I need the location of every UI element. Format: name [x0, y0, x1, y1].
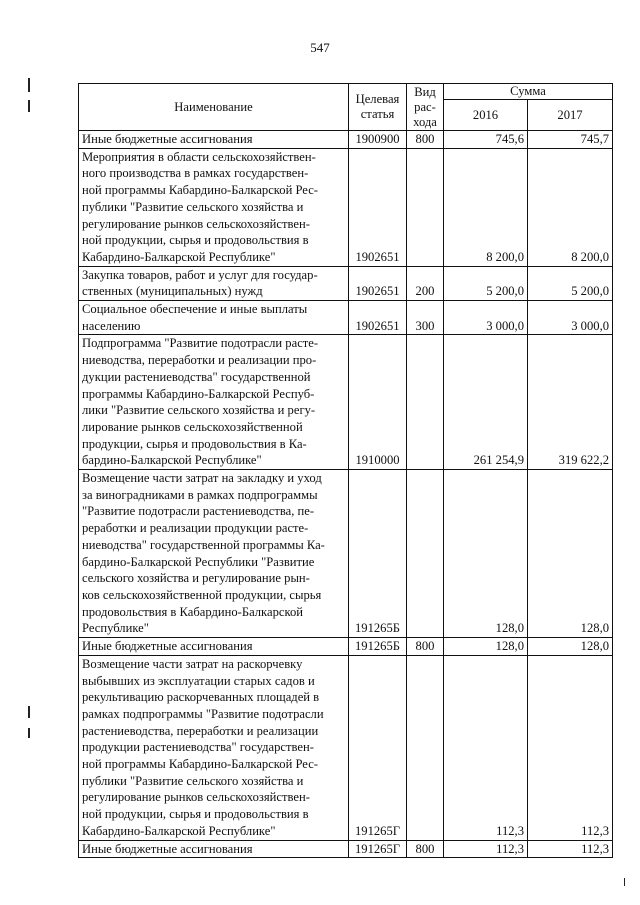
table-row [79, 655, 613, 840]
scan-artifact-mark [28, 78, 30, 92]
row-kind [407, 655, 444, 840]
row-kind [407, 148, 444, 266]
row-article: 1902651 [349, 301, 407, 335]
table-row [79, 638, 613, 656]
row-article: 1902651 [349, 148, 407, 266]
page-number: 547 [310, 40, 330, 55]
scan-artifact-mark [28, 100, 30, 112]
row-value-2017: 3 000,0 [528, 301, 613, 335]
row-value-2017: 112,3 [528, 840, 613, 858]
table-row [79, 301, 613, 335]
budget-table [78, 83, 613, 858]
row-value-2017: 128,0 [528, 470, 613, 638]
table-row [79, 266, 613, 300]
row-value-2017: 128,0 [528, 638, 613, 656]
row-name: Социальное обеспечение и иные выплаты населению [79, 301, 349, 335]
header-article: Целевая статья [349, 84, 407, 131]
row-kind: 200 [407, 266, 444, 300]
row-article: 1902651 [349, 266, 407, 300]
table-row [79, 840, 613, 858]
row-article: 191265Г [349, 840, 407, 858]
table-row [79, 148, 613, 266]
row-value-2016: 112,3 [444, 840, 528, 858]
header-kind: Вид рас- хода [407, 84, 444, 131]
row-value-2016: 128,0 [444, 470, 528, 638]
row-name: Мероприятия в области сельскохозяйствен- ного производства в рамках государствен- ной программы Кабардино-Балкарской Рес- публики "Развитие сельского хозяйства и регулирование рынков сельскохозяйствен- ной продукции, сырья и продовольствия в Кабардино-Балкарской Республике" [79, 148, 349, 266]
scan-artifact-mark [28, 728, 30, 738]
row-name: Возмещение части затрат на раскорчевку выбывших из эксплуатации старых садов и рекультивацию раскорчеванных площадей в рамках подпрограммы "Развитие подотрасли растениеводства, переработки и реализации продукции растениеводства" государствен- ной программы Кабардино-Балкарской Рес- публики "Развитие сельского хозяйства и регулирование рынков сельскохозяйствен- ной продукции, сырья и продовольствия в Кабардино-Балкарской Республике" [79, 655, 349, 840]
row-value-2016: 112,3 [444, 655, 528, 840]
row-article: 1910000 [349, 335, 407, 470]
row-kind [407, 470, 444, 638]
row-kind: 800 [407, 131, 444, 149]
row-value-2016: 261 254,9 [444, 335, 528, 470]
row-name: Иные бюджетные ассигнования [79, 131, 349, 149]
table-row [79, 131, 613, 149]
row-value-2016: 128,0 [444, 638, 528, 656]
row-kind [407, 335, 444, 470]
row-name: Возмещение части затрат на закладку и уход за виноградниками в рамках подпрограммы "Развитие подотрасли растениеводства, пе- реработки и реализации продукции расте- ниеводства" государственной программы Ка- бардино-Балкарской Республики "Развитие сельского хозяйства и регулирование рын- ков сельскохозяйственной продукции, сырья продовольствия в Кабардино-Балкарской Республике" [79, 470, 349, 638]
row-value-2017: 8 200,0 [528, 148, 613, 266]
row-article: 191265Б [349, 638, 407, 656]
table-row [79, 470, 613, 638]
header-year-2017: 2017 [528, 100, 613, 131]
row-kind: 800 [407, 638, 444, 656]
row-article: 1900900 [349, 131, 407, 149]
row-name: Подпрограмма "Развитие подотрасли расте- ниеводства, переработки и реализации про- дукции растениеводства" государственной программы Кабардино-Балкарской Респуб- лики "Развитие сельского хозяйства и регу- лирование рынков сельскохозяйственной продукции, сырья и продовольствия в Ка- бардино-Балкарской Республике" [79, 335, 349, 470]
row-name: Иные бюджетные ассигнования [79, 840, 349, 858]
row-article: 191265Б [349, 470, 407, 638]
row-value-2016: 745,6 [444, 131, 528, 149]
scan-artifact-mark [624, 878, 625, 886]
header-year-2016: 2016 [444, 100, 528, 131]
row-kind: 800 [407, 840, 444, 858]
row-value-2017: 319 622,2 [528, 335, 613, 470]
row-name: Закупка товаров, работ и услуг для государ- ственных (муниципальных) нужд [79, 266, 349, 300]
header-sum: Сумма [444, 84, 613, 100]
row-value-2017: 112,3 [528, 655, 613, 840]
row-value-2017: 745,7 [528, 131, 613, 149]
row-kind: 300 [407, 301, 444, 335]
row-name: Иные бюджетные ассигнования [79, 638, 349, 656]
row-value-2016: 5 200,0 [444, 266, 528, 300]
row-value-2016: 8 200,0 [444, 148, 528, 266]
table-row [79, 335, 613, 470]
header-name: Наименование [79, 84, 349, 131]
row-value-2016: 3 000,0 [444, 301, 528, 335]
row-article: 191265Г [349, 655, 407, 840]
scan-artifact-mark [28, 706, 30, 718]
row-value-2017: 5 200,0 [528, 266, 613, 300]
